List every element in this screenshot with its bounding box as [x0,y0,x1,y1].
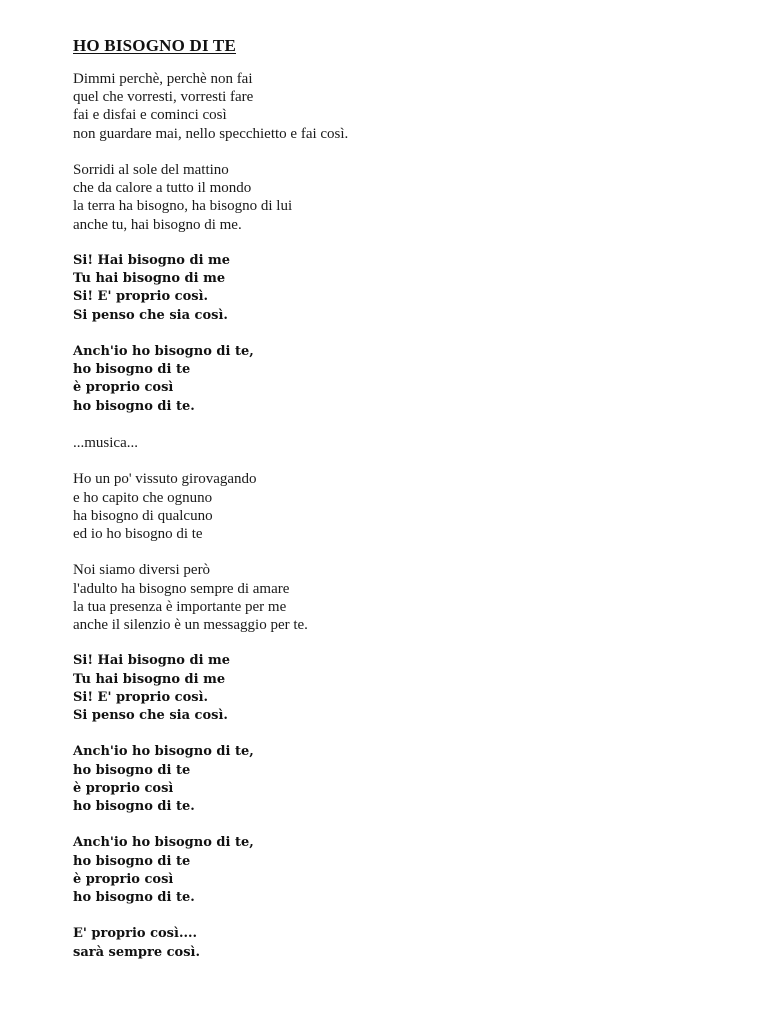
lyric-line: Si penso che sia così. [73,708,228,723]
lyric-line: quel che vorresti, vorresti fare [73,89,254,106]
lyric-line: ho bisogno di te. [73,799,195,814]
lyric-line: la tua presenza è importante per me [73,598,287,615]
lyric-line: ho bisogno di te. [73,890,195,905]
stanza-outro [73,925,713,961]
lyric-line: ho bisogno di te [73,853,191,869]
lyric-line: Sorridi al sole del mattino [73,162,229,178]
lyric-line: l'adulto ha bisogno sempre di amare [73,580,290,597]
lyric-line: Anch'io ho bisogno di te, [73,344,254,359]
lyric-line: ha bisogno di qualcuno [73,507,213,524]
document-page [73,36,713,980]
lyric-line: ...musica... [73,435,138,451]
lyric-line: che da calore a tutto il mondo [73,180,252,197]
lyric-line: Si penso che sia così. [73,307,228,323]
lyric-line: è proprio così [73,871,174,887]
stanza-interlude [73,434,713,452]
lyric-line: Ho un po' vissuto girovagando [73,471,257,488]
lyric-line: è proprio così [73,780,174,796]
stanza-chorus-1 [73,252,713,325]
lyric-line: ho bisogno di te [73,762,191,778]
lyric-line: non guardare mai, nello specchietto e fai così. [73,125,349,142]
lyric-line: anche tu, hai bisogno di me. [73,216,242,233]
lyric-line: Tu hai bisogno di me [73,671,226,687]
lyric-line: ho bisogno di te. [73,398,195,414]
stanza-verse-1 [73,70,713,143]
lyric-line: Si! E' proprio così. [73,289,209,305]
stanza-refrain-3 [73,834,713,907]
lyric-line: fai e disfai e cominci così [73,107,227,124]
lyric-line: è proprio così [73,380,174,396]
lyric-line: Dimmi perchè, perchè non fai [73,71,253,87]
stanza-chorus-2 [73,652,713,725]
stanza-verse-3 [73,470,713,543]
lyric-line: ho bisogno di te [73,362,191,378]
lyric-line: sarà sempre così. [73,944,200,960]
song-title: HO BISOGNO DI TE [73,36,237,55]
lyric-line: Anch'io ho bisogno di te, [73,835,254,851]
lyric-line: Noi siamo diversi però [73,562,211,579]
stanza-refrain-2 [73,743,713,816]
stanza-verse-2 [73,161,713,234]
stanza-verse-4 [73,561,713,634]
lyric-line: la terra ha bisogno, ha bisogno di lui [73,198,293,215]
lyric-line: Si! Hai bisogno di me [73,253,231,268]
lyric-line: E' proprio così.... [73,926,198,942]
lyric-line: anche il silenzio è un messaggio per te. [73,617,308,633]
lyric-line: Anch'io ho bisogno di te, [73,744,254,760]
lyric-line: Si! Hai bisogno di me [73,653,231,669]
lyric-line: e ho capito che ognuno [73,489,213,506]
lyric-line: Si! E' proprio così. [73,689,209,705]
lyric-line: Tu hai bisogno di me [73,271,226,287]
stanza-refrain-1 [73,343,713,416]
lyric-line: ed io ho bisogno di te [73,526,203,542]
